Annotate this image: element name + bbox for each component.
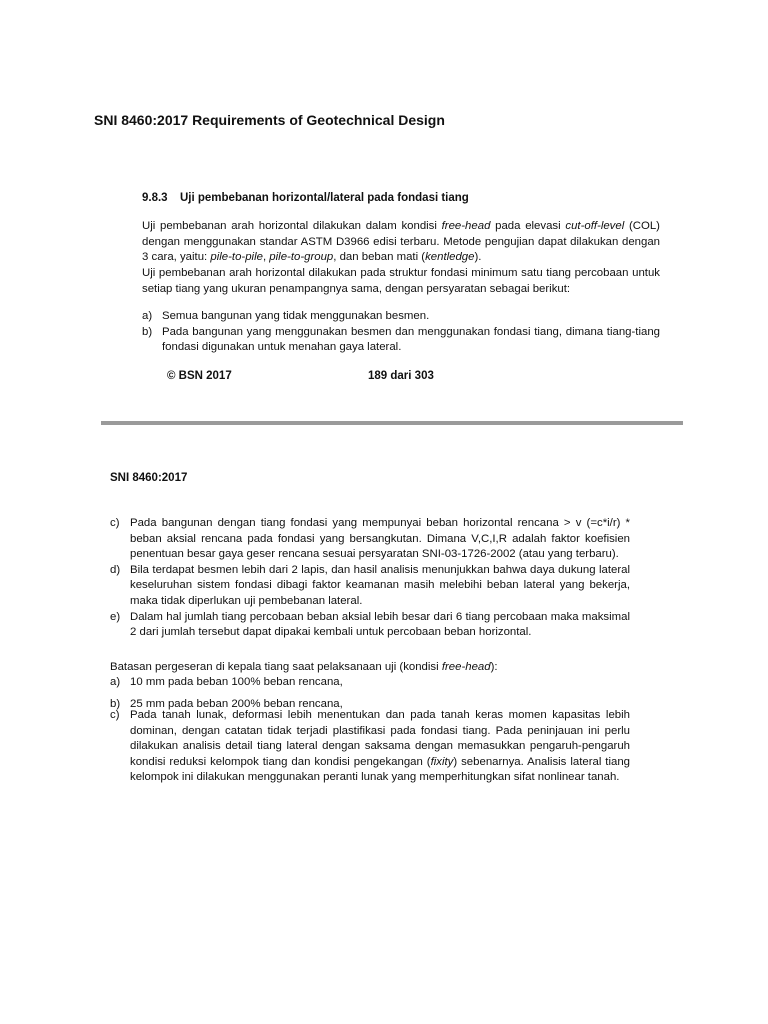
text-run: ) sebenarnya. Analisis lateral tiang kelompok ini dilakukan menggunakan peranti lunak yang memperhitungkan sifat nonlinear tanah. <box>130 755 631 784</box>
list-item <box>110 708 630 786</box>
requirements-list-page2 <box>110 516 630 641</box>
italic-term: free-head <box>441 661 491 673</box>
italic-term: free-head <box>441 220 491 232</box>
list-item-text: Semua bangunan yang tidak menggunakan besmen. <box>162 310 430 322</box>
list-item-text: Pada bangunan yang menggunakan besmen dan menggunakan fondasi tiang, dimana tiang-tiang fondasi digunakan untuk menahan gaya lateral. <box>162 325 660 354</box>
italic-term: kentledge <box>425 251 475 264</box>
italic-term: pile-to-group <box>269 251 334 264</box>
text-run: , <box>262 251 270 264</box>
displacement-limits-intro <box>110 660 630 676</box>
list-item-text: 25 mm pada beban 200% beban rencana, <box>130 697 343 710</box>
list-marker: a) <box>110 676 121 688</box>
list-marker: c) <box>110 709 120 721</box>
page2-header: SNI 8460:2017 <box>110 472 188 484</box>
list-marker: d) <box>110 563 121 576</box>
requirements-list-page1 <box>142 309 660 356</box>
list-marker: b) <box>142 325 153 338</box>
list-item-text: 10 mm pada beban 100% beban rencana, <box>130 676 343 688</box>
text-run: ). <box>474 251 482 264</box>
list-item-text: Bila terdapat besmen lebih dari 2 lapis, dan hasil analisis menunjukkan bahwa daya dukung lateral keseluruhan sistem fondasi dibagi faktor keamanan masih melebihi beban lateral yang bekerja, maka tidak diperlukan uji pembebanan lateral. <box>130 563 630 607</box>
displacement-limits-list <box>110 675 630 712</box>
displacement-limit-c <box>110 708 630 786</box>
list-marker: e) <box>110 610 121 623</box>
paragraph-requirements: Uji pembebanan arah horizontal dilakukan pada struktur fondasi minimum satu tiang percobaan untuk setiap tiang yang ukuran penampangnya sama, dengan persyaratan sebagai berikut: <box>142 267 660 295</box>
italic-term: cut-off-level <box>565 220 625 232</box>
footer-page-number: 189 dari 303 <box>368 370 434 382</box>
section-heading <box>142 192 469 204</box>
text-run: ): <box>490 661 498 673</box>
document-title: SNI 8460:2017 Requirements of Geotechnical Design <box>94 112 445 128</box>
list-item <box>110 610 630 641</box>
text-run: (COL) dengan menggunakan standar ASTM D3966 edisi terbaru. Metode pengujian dapat dilakukan dengan 3 cara, yaitu: <box>142 220 660 264</box>
list-marker: a) <box>142 310 153 322</box>
footer-copyright: © BSN 2017 <box>167 370 232 382</box>
section-number: 9.8.3 <box>142 192 168 204</box>
italic-term: fixity <box>430 755 454 768</box>
list-item <box>110 675 630 691</box>
text-run: , dan beban mati ( <box>333 251 426 264</box>
list-item-text: Dalam hal jumlah tiang percobaan beban aksial lebih besar dari 6 tiang percobaan maka maksimal 2 dari jumlah tersebut dapat dipakai kembali untuk percobaan beban horizontal. <box>130 610 630 639</box>
list-marker: c) <box>110 517 120 529</box>
list-marker: b) <box>110 697 121 710</box>
text-run: Batasan pergeseran di kepala tiang saat pelaksanaan uji (kondisi <box>110 661 442 673</box>
page-separator <box>101 421 683 425</box>
list-item <box>142 309 660 325</box>
text-run: Uji pembebanan arah horizontal dilakukan dalam kondisi <box>142 220 442 232</box>
list-item-text <box>130 709 630 783</box>
list-item <box>110 563 630 610</box>
list-item-text: Pada bangunan dengan tiang fondasi yang mempunyai beban horizontal rencana > v (=c*i/r) * beban aksial rencana pada fondasi yang bersangkutan. Dimana V,C,I,R adalah faktor koefisien penentuan besar gaya geser rencana sesuai persyaratan SNI-03-1726-2002 (atau yang terbaru). <box>130 517 630 561</box>
italic-term: pile-to-pile <box>210 251 263 264</box>
paragraph-test-method <box>142 219 660 266</box>
text-run: Pada tanah lunak, deformasi lebih menentukan dan pada tanah keras momen kapasitas lebih dominan, dengan catatan tidak terjadi plastifikasi pada fondasi tiang. Pada peninjauan ini perlu dilakukan analisis detail tiang lateral dengan saksama dengan memasukkan pengaruh-pengaruh kondisi reduksi kelompok tiang dan kondisi pengekangan ( <box>130 709 630 768</box>
list-item <box>110 516 630 563</box>
section-title: Uji pembebanan horizontal/lateral pada fondasi tiang <box>180 192 469 204</box>
text-run: pada elevasi <box>490 220 566 232</box>
list-item <box>142 325 660 356</box>
